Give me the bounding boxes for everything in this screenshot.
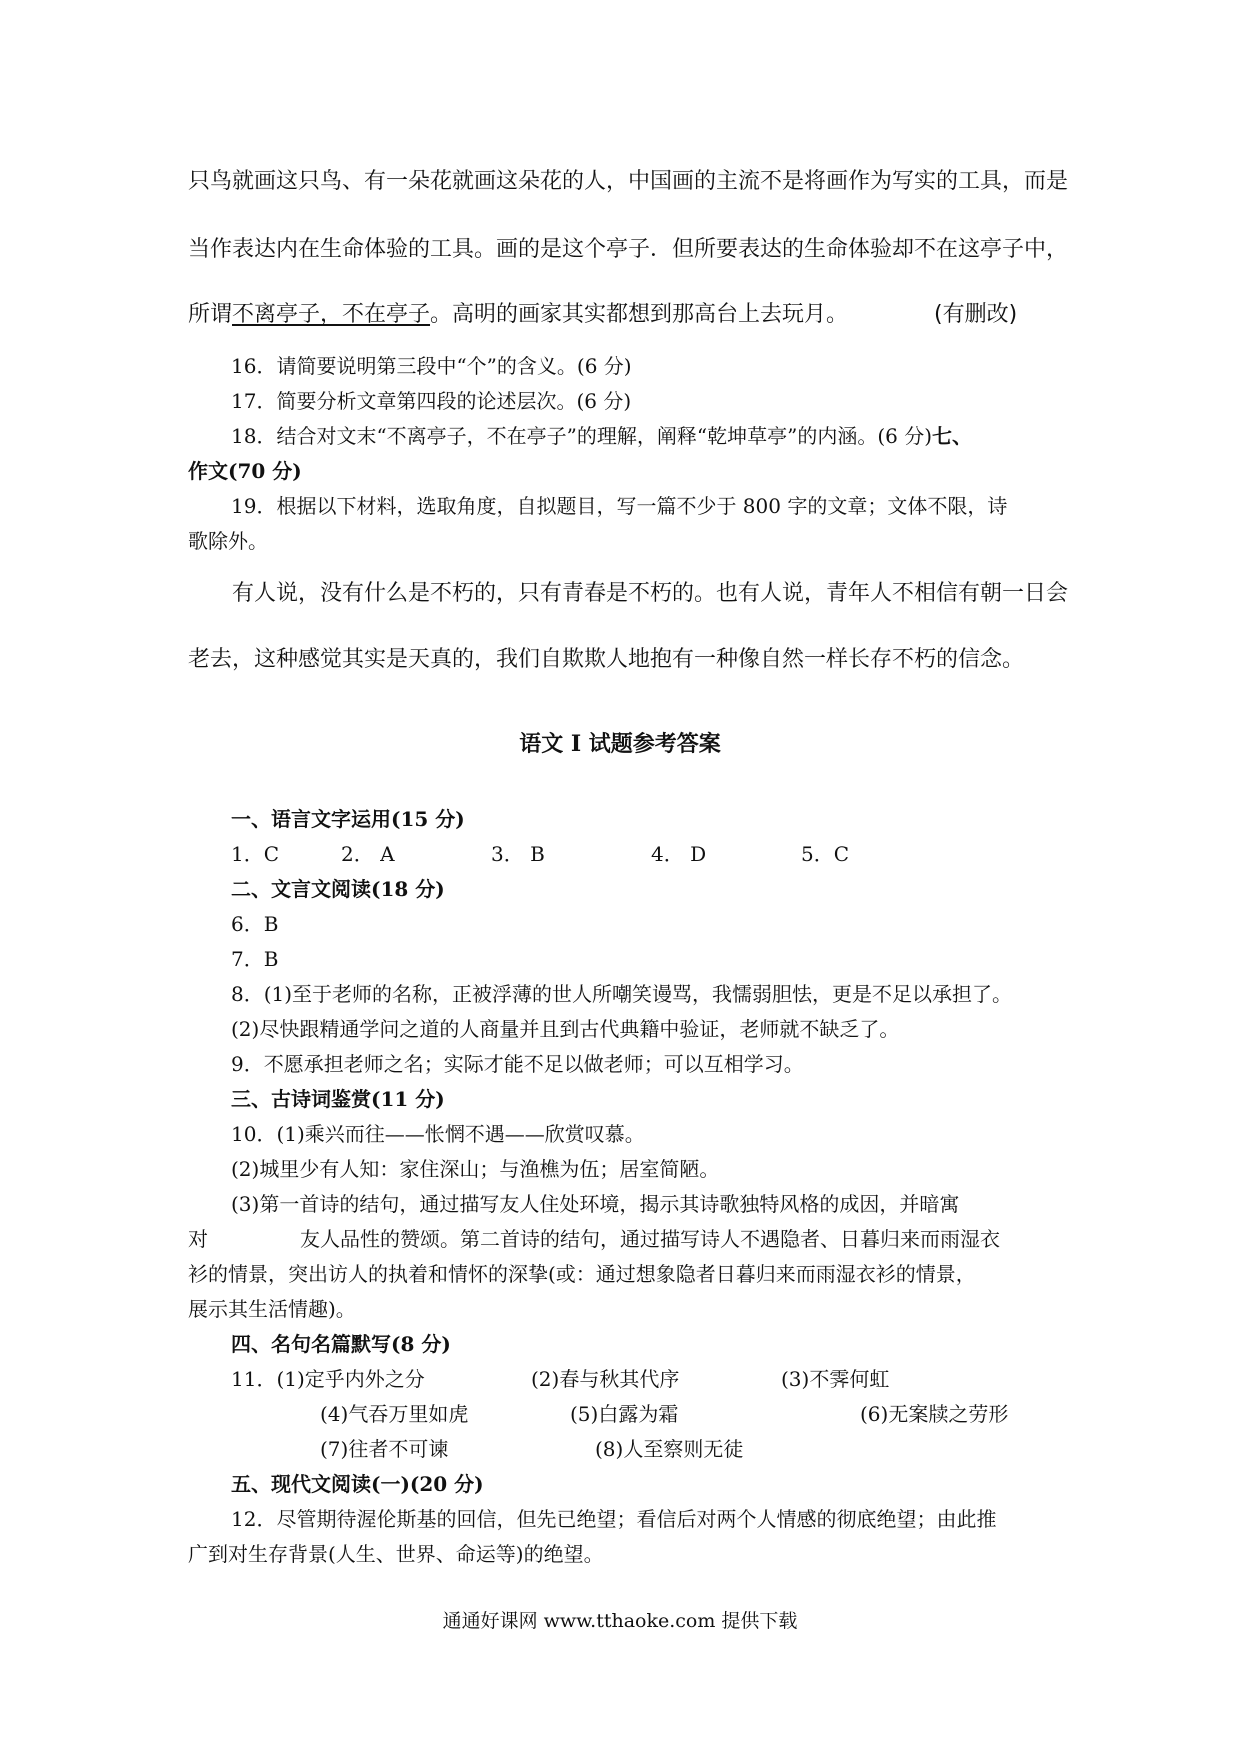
answer-item: (3)不霁何虹 (781, 1367, 890, 1391)
material-line: 老去，这种感觉其实是天真的，我们自欺欺人地抱有一种像自然一样长存不朽的信念。 (188, 647, 1025, 672)
answer-item: 7．B (231, 947, 279, 971)
question-text: 18．结合对文末“不离亭子，不在亭子”的理解，阐释“乾坤草亭”的内涵。(6 分) (231, 424, 933, 448)
passage-line: 当作表达内在生命体验的工具。画的是这个亭子．但所要表达的生命体验却不在这亭子中， (188, 237, 1069, 262)
underlined-quote: 不离亭子，不在亭子 (232, 302, 431, 327)
question-16: 16．请简要说明第三段中“个”的含义。(6 分) (231, 354, 632, 378)
answer-item: 4． D (651, 842, 707, 866)
answer-item: 2． A (341, 842, 395, 866)
answer-row (320, 1435, 743, 1463)
answer-item: (4)气吞万里如虎 (320, 1402, 469, 1426)
answer-item: 1．C (231, 842, 280, 866)
answer-item: (2)春与秋其代序 (531, 1367, 680, 1391)
answer-item: (6)无案牍之劳形 (860, 1402, 1009, 1426)
answer-item: 6．B (231, 912, 279, 936)
answer-key-title: 语文 I 试题参考答案 (519, 731, 721, 757)
section-heading: 四、名句名篇默写(8 分) (231, 1332, 451, 1356)
material-line: 有人说，没有什么是不朽的，只有青春是不朽的。也有人说，青年人不相信有朝一日会 (232, 581, 1069, 606)
answer-row (231, 840, 849, 868)
answer-item: 8．(1)至于老师的名称，正被浮薄的世人所嘲笑谩骂，我懦弱胆怯，更是不足以承担了。 (231, 982, 1013, 1006)
answer-item: 5．C (801, 842, 850, 866)
footer-source: 通通好课网 www.tthaoke.com 提供下载 (442, 1610, 798, 1632)
answer-item: 衫的情景，突出访人的执着和情怀的深挚(或：通过想象隐者日暮归来而雨湿衣衫的情景， (188, 1262, 976, 1286)
section-heading: 五、现代文阅读(一)(20 分) (231, 1472, 484, 1496)
section-heading: 三、古诗词鉴赏(11 分) (231, 1087, 445, 1111)
answer-item: (7)往者不可谏 (320, 1437, 449, 1461)
answer-row (320, 1400, 1008, 1428)
answer-item: 10．(1)乘兴而往——怅惘不遇——欣赏叹慕。 (231, 1122, 645, 1146)
passage-line (188, 301, 1017, 329)
answer-item: (2)尽快跟精通学问之道的人商量并且到古代典籍中验证，老师就不缺乏了。 (231, 1017, 900, 1041)
section-heading: 作文(70 分) (188, 459, 302, 483)
answer-item: (2)城里少有人知：家住深山；与渔樵为伍；居室简陋。 (231, 1157, 720, 1181)
answer-item: (3)第一首诗的结句，通过描写友人住处环境，揭示其诗歌独特风格的成因，并暗寓 (231, 1192, 960, 1216)
answer-item: 11．(1)定乎内外之分 (231, 1367, 425, 1391)
text-segment: 。高明的画家其实都想到那高台上去玩月。 (430, 302, 849, 327)
question-19: 19．根据以下材料，选取角度，自拟题目，写一篇不少于 800 字的文章；文体不限，诗 (231, 494, 1008, 518)
source-note: (有删改) (934, 302, 1018, 327)
section-heading: 二、文言文阅读(18 分) (231, 877, 445, 901)
answer-item: (8)人至察则无徒 (595, 1437, 744, 1461)
question-17: 17．简要分析文章第四段的论述层次。(6 分) (231, 389, 632, 413)
answer-item (188, 1225, 1000, 1253)
answer-item: 12．尽管期待渥伦斯基的回信，但先已绝望；看信后对两个人情感的彻底绝望；由此推 (231, 1507, 997, 1531)
answer-item: (5)白露为霜 (570, 1402, 679, 1426)
answer-item: 广到对生存背景(人生、世界、命运等)的绝望。 (188, 1542, 604, 1566)
answer-item: 3． B (491, 842, 545, 866)
question-19-continued: 歌除外。 (188, 529, 268, 553)
answer-row (231, 1365, 889, 1393)
passage-line: 只鸟就画这只鸟、有一朵花就画这朵花的人，中国画的主流不是将画作为写实的工具，而是 (188, 169, 1069, 194)
section-heading-part: 七、 (932, 424, 973, 448)
text-segment: 所谓 (188, 302, 233, 327)
text-segment: 友人品性的赞颂。第二首诗的结句，通过描写诗人不遇隐者、日暮归来而雨湿衣 (300, 1227, 1000, 1251)
answer-item: 展示其生活情趣)。 (188, 1297, 356, 1321)
section-heading: 一、语言文字运用(15 分) (231, 807, 465, 831)
text-segment: 对 (188, 1227, 208, 1251)
answer-item: 9．不愿承担老师之名；实际才能不足以做老师；可以互相学习。 (231, 1052, 804, 1076)
question-18 (231, 422, 972, 450)
